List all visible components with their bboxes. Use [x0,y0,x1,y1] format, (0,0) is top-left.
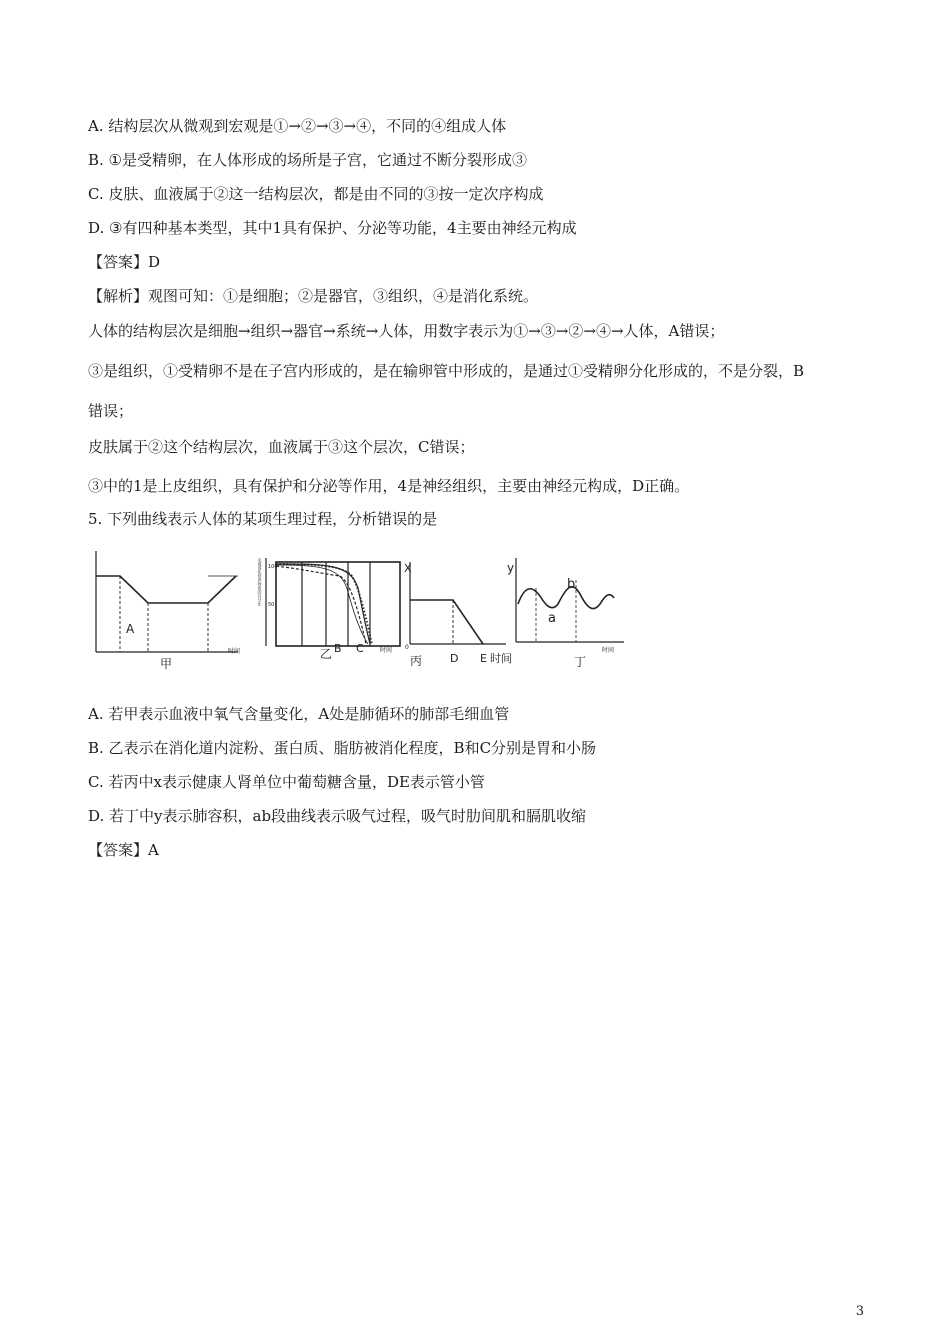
q5-answer: 【答案】A [88,841,159,859]
q4-analysis-line: ③中的1是上皮组织，具有保护和分泌等作用，4是神经组织，主要由神经元构成，D正确。 [88,477,690,495]
q4-option-a: A. 结构层次从微观到宏观是①→②→③→④，不同的④组成人体 [88,117,507,135]
yi-y-top-label: 100 [268,564,278,570]
figure-yi [266,558,400,646]
q4-option-b: B. ①是受精卵，在人体形成的场所是子宫，它通过不断分裂形成③ [88,151,528,169]
q5-option-c: C. 若丙中x表示健康人肾单位中葡萄糖含量，DE表示管小管 [88,773,485,791]
figure-ding [516,558,624,642]
q4-option-c: C. 皮肤、血液属于②这一结构层次，都是由不同的③按一定次序构成 [88,185,544,203]
jia-x-axis-label: 时间 [228,648,241,655]
q4-answer: 【答案】D [88,253,161,271]
figure-bing [410,562,506,644]
yi-y-axis-label: 未被消化营养物质的百分比 [257,558,263,606]
ding-point-a-label: a [548,611,556,626]
q4-analysis-line: 皮肤属于②这个结构层次，血液属于③这个层次，C错误； [88,438,475,456]
jia-caption: 甲 [160,657,173,671]
bing-point-e-label: E [480,652,487,665]
q5-option-b: B. 乙表示在消化道内淀粉、蛋白质、脂肪被消化程度，B和C分别是胃和小肠 [88,739,597,757]
bing-caption: 丙 [410,654,423,668]
yi-y-mid-label: 50 [268,602,275,608]
q5-stem: 5. 下列曲线表示人体的某项生理过程，分析错误的是 [88,510,438,528]
bing-y-axis-label: X [404,562,412,575]
yi-point-b-label: B [334,642,342,655]
ding-point-b-label: b [567,577,576,592]
ding-y-axis-label: y [507,561,515,575]
ding-x-axis-label: 时间 [602,647,615,654]
q5-figures [88,548,624,674]
q4-analysis-line: 人体的结构层次是细胞→组织→器官→系统→人体，用数字表示为①→③→②→④→人体，A错误； [88,322,725,340]
yi-caption: 乙 [320,647,333,661]
q5-option-d: D. 若丁中y表示肺容积，ab段曲线表示吸气过程，吸气时肋间肌和膈肌收缩 [88,807,587,825]
ding-caption: 丁 [574,655,587,669]
q4-analysis-line: 错误； [88,402,134,420]
jia-point-a-label: A [126,622,135,636]
bing-x-axis-label: 时间 [490,652,512,665]
yi-point-c-label: C [356,642,364,655]
bing-origin-label: 0 [405,644,409,651]
q5-option-a: A. 若甲表示血液中氧气含量变化，A处是肺循环的肺部毛细血管 [88,705,510,723]
bing-point-d-label: D [450,652,459,665]
q4-analysis-line: ③是组织，①受精卵不是在子宫内形成的，是在输卵管中形成的，是通过①受精卵分化形成的，不是分裂，B [88,362,805,380]
yi-x-axis-label: 时间 [380,647,393,654]
figure-jia [96,551,238,652]
q5-figures-svg [88,548,624,674]
q4-analysis-line: 【解析】观图可知：①是细胞；②是器官，③组织，④是消化系统。 [88,287,539,305]
q4-option-d: D. ③有四种基本类型，其中1具有保护、分泌等功能，4主要由神经元构成 [88,219,577,237]
page-number: 3 [855,1304,864,1319]
